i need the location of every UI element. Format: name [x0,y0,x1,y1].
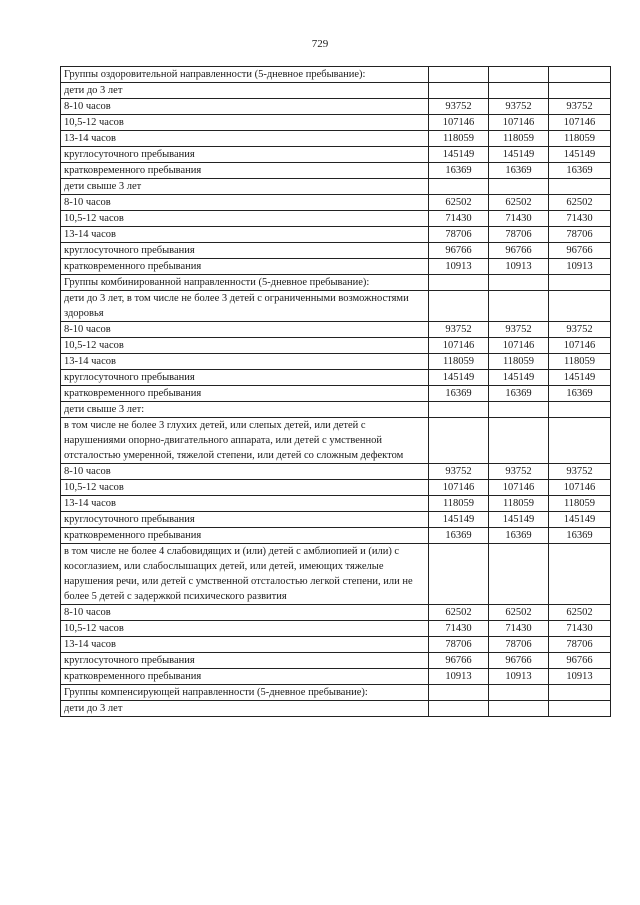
value-cell-2: 16369 [489,386,549,402]
value-cell-2: 107146 [489,480,549,496]
table-row [61,131,611,147]
value-cell-2 [489,402,549,418]
value-cell-2: 145149 [489,370,549,386]
value-cell-1: 107146 [429,480,489,496]
value-cell-3: 78706 [549,637,611,653]
value-cell-3: 16369 [549,386,611,402]
value-cell-3: 145149 [549,147,611,163]
value-cell-2: 145149 [489,512,549,528]
value-cell-1: 78706 [429,227,489,243]
value-cell-2: 107146 [489,338,549,354]
row-label: кратковременного пребывания [61,386,429,402]
value-cell-3: 96766 [549,653,611,669]
value-cell-1: 16369 [429,386,489,402]
value-cell-1 [429,701,489,717]
value-cell-1 [429,67,489,83]
row-label: 10,5-12 часов [61,480,429,496]
value-cell-2 [489,418,549,464]
value-cell-2: 96766 [489,653,549,669]
row-label: Группы комбинированной направленности (5-дневное пребывание): [61,275,429,291]
value-cell-2: 118059 [489,131,549,147]
value-cell-2: 107146 [489,115,549,131]
value-cell-3: 96766 [549,243,611,259]
value-cell-3: 93752 [549,99,611,115]
value-cell-3 [549,179,611,195]
row-label: в том числе не более 4 слабовидящих и (или) детей с амблиопией и (или) с косоглазием, или слабослышащих детей, или детей, имеющих тяжелые нарушения речи, или детей с умственной отсталостью легкой степени, или не более 5 детей с задержкой психического развития [61,544,429,605]
value-cell-2: 96766 [489,243,549,259]
value-cell-3: 78706 [549,227,611,243]
row-label: дети свыше 3 лет [61,179,429,195]
table-row [61,653,611,669]
table-row [61,669,611,685]
row-label: 8-10 часов [61,322,429,338]
value-cell-1: 93752 [429,322,489,338]
row-label: кратковременного пребывания [61,669,429,685]
table-body [61,67,611,717]
table-row [61,179,611,195]
row-label: 10,5-12 часов [61,211,429,227]
value-cell-1 [429,544,489,605]
value-cell-1: 145149 [429,370,489,386]
value-cell-1: 145149 [429,147,489,163]
row-label: 13-14 часов [61,227,429,243]
row-label: 8-10 часов [61,464,429,480]
value-cell-3 [549,83,611,99]
value-cell-2 [489,685,549,701]
value-cell-3 [549,67,611,83]
value-cell-3: 107146 [549,480,611,496]
value-cell-3: 107146 [549,115,611,131]
value-cell-2: 62502 [489,605,549,621]
table-row [61,544,611,605]
table-row [61,496,611,512]
table-row [61,621,611,637]
row-label: круглосуточного пребывания [61,512,429,528]
value-cell-2: 78706 [489,637,549,653]
value-cell-1: 145149 [429,512,489,528]
row-label: 13-14 часов [61,637,429,653]
table-row [61,685,611,701]
value-cell-2 [489,701,549,717]
value-cell-1: 16369 [429,528,489,544]
value-cell-2 [489,179,549,195]
row-label: кратковременного пребывания [61,259,429,275]
row-label: круглосуточного пребывания [61,147,429,163]
value-cell-2 [489,83,549,99]
value-cell-2: 118059 [489,354,549,370]
value-cell-2: 16369 [489,528,549,544]
value-cell-2: 10913 [489,259,549,275]
table-row [61,480,611,496]
value-cell-1: 78706 [429,637,489,653]
table-row [61,528,611,544]
table-row [61,211,611,227]
value-cell-1: 10913 [429,669,489,685]
table-row [61,464,611,480]
value-cell-3: 10913 [549,259,611,275]
value-cell-1: 118059 [429,354,489,370]
value-cell-2 [489,291,549,322]
value-cell-1: 96766 [429,653,489,669]
table-row [61,701,611,717]
value-cell-1 [429,275,489,291]
value-cell-1 [429,685,489,701]
value-cell-2: 93752 [489,99,549,115]
table-row [61,195,611,211]
value-cell-1: 16369 [429,163,489,179]
value-cell-1 [429,402,489,418]
value-cell-2: 78706 [489,227,549,243]
row-label: Группы оздоровительной направленности (5-дневное пребывание): [61,67,429,83]
row-label: 13-14 часов [61,496,429,512]
value-cell-2: 10913 [489,669,549,685]
table-row [61,402,611,418]
value-cell-3: 62502 [549,605,611,621]
table-row [61,275,611,291]
value-cell-1: 71430 [429,211,489,227]
table-row [61,605,611,621]
value-cell-2: 145149 [489,147,549,163]
value-cell-1: 118059 [429,131,489,147]
value-cell-3: 16369 [549,163,611,179]
table-row [61,512,611,528]
value-cell-2 [489,275,549,291]
value-cell-1: 93752 [429,99,489,115]
row-label: 10,5-12 часов [61,338,429,354]
value-cell-3: 93752 [549,464,611,480]
value-cell-3: 71430 [549,211,611,227]
value-cell-3 [549,275,611,291]
value-cell-1 [429,83,489,99]
row-label: в том числе не более 3 глухих детей, или слепых детей, или детей с нарушениями опорно-двигательного аппарата, или детей с умственной отсталостью умеренной, тяжелой степени, или детей со сложным дефектом [61,418,429,464]
table-row [61,67,611,83]
row-label: круглосуточного пребывания [61,243,429,259]
row-label: кратковременного пребывания [61,528,429,544]
row-label: 10,5-12 часов [61,115,429,131]
row-label: Группы компенсирующей направленности (5-дневное пребывание): [61,685,429,701]
value-cell-3: 118059 [549,496,611,512]
value-cell-2: 62502 [489,195,549,211]
value-cell-1 [429,418,489,464]
table-row [61,418,611,464]
value-cell-3: 16369 [549,528,611,544]
table-row [61,163,611,179]
row-label: круглосуточного пребывания [61,653,429,669]
table-row [61,83,611,99]
table-row [61,259,611,275]
row-label: круглосуточного пребывания [61,370,429,386]
table-row [61,338,611,354]
row-label: дети до 3 лет [61,83,429,99]
row-label: 13-14 часов [61,354,429,370]
value-cell-3: 10913 [549,669,611,685]
row-label: дети до 3 лет [61,701,429,717]
row-label: кратковременного пребывания [61,163,429,179]
row-label: 10,5-12 часов [61,621,429,637]
value-cell-1: 96766 [429,243,489,259]
table-row [61,99,611,115]
table-row [61,147,611,163]
value-cell-2: 71430 [489,621,549,637]
value-cell-3: 107146 [549,338,611,354]
value-cell-1: 62502 [429,605,489,621]
value-cell-3 [549,701,611,717]
table-row [61,322,611,338]
table-row [61,115,611,131]
value-cell-1 [429,291,489,322]
row-label: дети до 3 лет, в том числе не более 3 детей с ограниченными возможностями здоровья [61,291,429,322]
table-row [61,227,611,243]
page-number: 729 [311,38,329,50]
value-cell-1: 62502 [429,195,489,211]
value-cell-3 [549,685,611,701]
value-cell-3: 145149 [549,370,611,386]
value-cell-3 [549,418,611,464]
value-cell-2 [489,544,549,605]
value-cell-1: 118059 [429,496,489,512]
row-label: 8-10 часов [61,605,429,621]
value-cell-3 [549,402,611,418]
table-row [61,291,611,322]
table-row [61,370,611,386]
value-cell-2: 16369 [489,163,549,179]
value-cell-1: 71430 [429,621,489,637]
table-row [61,243,611,259]
tariff-table [60,66,611,717]
value-cell-3 [549,291,611,322]
value-cell-2 [489,67,549,83]
table-row [61,354,611,370]
row-label: 13-14 часов [61,131,429,147]
value-cell-1: 93752 [429,464,489,480]
value-cell-3: 118059 [549,354,611,370]
row-label: 8-10 часов [61,195,429,211]
value-cell-3: 145149 [549,512,611,528]
row-label: 8-10 часов [61,99,429,115]
value-cell-3: 71430 [549,621,611,637]
value-cell-3: 93752 [549,322,611,338]
row-label: дети свыше 3 лет: [61,402,429,418]
value-cell-3 [549,544,611,605]
value-cell-2: 71430 [489,211,549,227]
value-cell-1: 107146 [429,115,489,131]
value-cell-2: 118059 [489,496,549,512]
value-cell-2: 93752 [489,464,549,480]
value-cell-1: 107146 [429,338,489,354]
table-row [61,386,611,402]
table-row [61,637,611,653]
value-cell-1 [429,179,489,195]
value-cell-3: 62502 [549,195,611,211]
value-cell-1: 10913 [429,259,489,275]
value-cell-3: 118059 [549,131,611,147]
value-cell-2: 93752 [489,322,549,338]
